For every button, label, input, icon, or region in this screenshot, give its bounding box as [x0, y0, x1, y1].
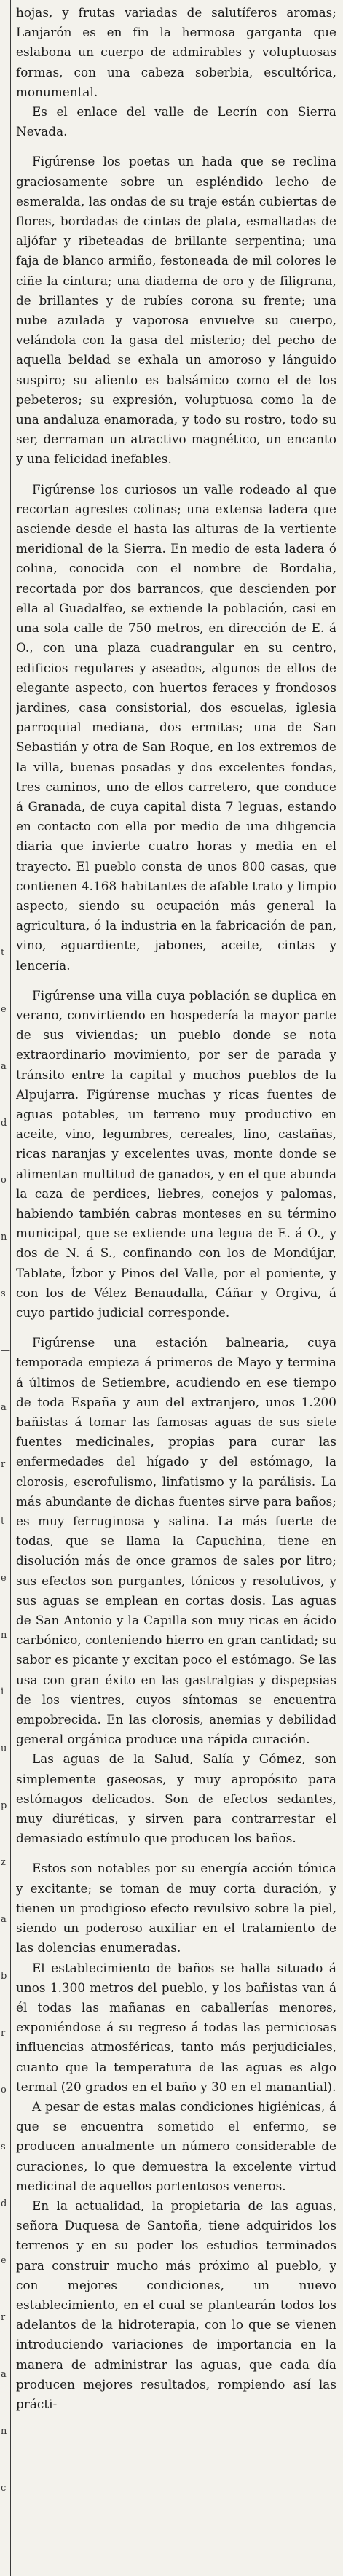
margin-letter: e	[1, 2255, 7, 2266]
margin-letter: —	[1, 1345, 10, 1356]
margin-letter: o	[1, 1175, 7, 1186]
paragraph-8: Estos son notables por su energía acción tónica y excitante; se toman de muy corta duración, y tienen un prodigioso efecto revulsivo sobre la piel, siendo un poderoso auxiliar en el tratamiento de las dolencias enumeradas.	[16, 1861, 336, 1956]
paragraph-2: Es el enlace del valle de Lecrín con Sierra Nevada.	[16, 104, 336, 139]
margin-letter: r	[1, 2028, 6, 2039]
margin-letter: c	[1, 2483, 7, 2494]
paragraph-5: Figúrense una villa cuya población se duplica en verano, convirtiendo en hospedería la mayor parte de sus viviendas; un pueblo donde se nota extraordinario movimiento, por ser de parada y tránsito entre la capital y muchos pueblos de la Alpujarra. Figúrense muchas y ricas fuentes de aguas potables, un terreno muy productivo en aceite, vino, legumbres, cereales, lino, castañas, ricas naranjas y excelentes uvas, monte donde se alimentan multitud de ganados, y en el que abunda la caza de perdices, liebres, conejos y palomas, habiendo también cabras monteses en su término municipal, que se extiende una legua de E. á O., y dos de N. á S., confinando con los de Mondújar, Tablate, Ízbor y Pinos del Valle, por el poniente, y con los de Vélez Benaudalla, Cáñar y Orgiva, á cuyo partido judicial corresponde.	[16, 987, 336, 1320]
paragraph-3: Figúrense los poetas un hada que se reclina graciosamente sobre un espléndido lecho de esmeralda, las ondas de su traje están cubiertas de flores, bordadas de cintas de plata, esmaltadas de aljófar y ribeteadas de brillante serpentina; una faja de blanco armiño, festoneada de mil colores le ciñe la cintura; una diadema de oro y de filigrana, de brillantes y de rubíes corona su frente; una nube azulada y vaporosa envuelve su cuerpo, velándola con la gasa del misterio; del pecho de aquella beldad se exhala un amoroso y lánguido suspiro; su aliento es balsámico como el de los pebeteros; su expresión, voluptuosa como la de una andaluza enamorada, y todo su rostro, todo su ser, derraman un atractivo magnético, un encanto y una felicidad inefables.	[16, 154, 336, 467]
margin-letter: d	[1, 2198, 7, 2209]
paragraph-7: Las aguas de la Salud, Salía y Gómez, son simplemente gaseosas, y muy apropósito para estómagos delicados. Son de efectos sedantes, muy diuréticas, y sirven para contrarrestar el demasiado estímulo que producen los baños.	[16, 1751, 336, 1846]
margin-letter: i	[1, 1686, 4, 1697]
margin-letter: n	[1, 2426, 7, 2437]
margin-letter: a	[1, 2369, 7, 2380]
adjacent-column-fragment	[0, 0, 11, 2576]
margin-letter: t	[1, 1516, 5, 1527]
paragraph-10: A pesar de estas malas condiciones higiénicas, á que se encuentra sometido el enfermo, se producen anualmente un número considerable de curaciones, lo que demuestra la excelente virtud medicinal de aquellos portentosos veneros.	[16, 2098, 336, 2193]
margin-letter: n	[1, 1231, 7, 1242]
paragraph-9: El establecimiento de baños se halla situado á unos 1.300 metros del pueblo, y los bañistas van á él todas las mañanas en caballerías menores, exponiéndose á su regreso á todas las perniciosas influencias atmosféricas, tanto más perjudiciales, cuanto que la temperatura de las aguas es algo termal (20 grados en el baño y 30 en el manantial).	[16, 1960, 336, 2094]
margin-letter: p	[1, 1800, 7, 1811]
margin-letter: n	[1, 1630, 7, 1641]
margin-letter: b	[1, 1971, 7, 1982]
margin-letter: e	[1, 1573, 7, 1584]
margin-letter: s	[1, 1288, 6, 1299]
margin-letter: a	[1, 1402, 7, 1413]
margin-letter: s	[1, 2141, 6, 2152]
margin-letter: d	[1, 1118, 7, 1129]
margin-letter: t	[1, 947, 5, 958]
margin-letter: a	[1, 1914, 7, 1925]
margin-letter: e	[1, 1004, 7, 1015]
margin-letter: u	[1, 1743, 7, 1754]
margin-letter: a	[1, 1061, 7, 1072]
paragraph-11: En la actualidad, la propietaria de las aguas, señora Duquesa de Santoña, tiene adquiridos los terrenos y en su poder los estudios terminados para construir mucho más próximo al pueblo, y con mejores condiciones, un nuevo establecimiento, en el cual se plantearán todos los adelantos de la hidroterapia, con lo que se vienen introduciendo variaciones de importancia en la manera de administrar las aguas, que cada día producen mejores resultados, rompiendo así las prácti-	[16, 2198, 336, 2411]
paragraph-4: Figúrense los curiosos un valle rodeado al que recortan agrestes colinas; una extensa ladera que asciende desde el hasta las alturas de la vertiente meridional de la Sierra. En medio de esta ladera ó colina, conocida con el nombre de Bordalia, recortada por dos barrancos, que descienden por ella al Guadalfeo, se extiende la población, casi en una sola calle de 750 metros, en dirección de E. á O., con una plaza cuadrangular en su centro, edificios regulares y aseados, algunos de ellos de elegante aspecto, con huertos feraces y frondosos jardines, casa consistorial, dos escuelas, iglesia parroquial mediana, dos ermitas; una de San Sebastián y otra de San Roque, en los extremos de la villa, buenas posadas y dos excelentes fondas, tres caminos, uno de ellos carretero, que conduce á Granada, de cuya capital dista 7 leguas, estando en contacto con ella por medio de una diligencia diaria que invierte cuatro horas y media en el trayecto. El pueblo consta de unos 800 casas, que contienen 4.168 habitantes de afable trato y limpio aspecto, siendo su ocupación más general la agricultura, ó la industria en la fabricación de pan, vino, aguardiente, jabones, aceite, cintas y lencería.	[16, 481, 336, 973]
paragraph-6: Figúrense una estación balnearia, cuya temporada empieza á primeros de Mayo y termina á últimos de Setiembre, acudiendo en ese tiempo de toda España y aun del extranjero, unos 1.200 bañistas á tomar las famosas aguas de sus siete fuentes medicinales, propias para curar las enfermedades del hígado y del estómago, la clorosis, escrofulismo, linfatismo y la parálisis. La más abundante de dichas fuentes sirve para baños; es muy ferruginosa y salina. La más fuerte de todas, que se llama la Capuchina, tiene en disolución más de once gramos de sales por litro; sus efectos son purgantes, tónicos y resolutivos, y sus aguas se emplean en cortas dosis. Las aguas de San Antonio y la Capilla son muy ricas en ácido carbónico, conteniendo hierro en gran cantidad; su sabor es picante y excitan poco el estómago. Se las usa con gran éxito en las gastralgias y dispepsias de los vientres, cuyos síntomas se encuentra empobrecida. En las clorosis, anemias y debilidad general orgánica produce una rápida curación.	[16, 1335, 336, 1747]
margin-letter: z	[1, 1857, 6, 1868]
margin-letter: r	[1, 2312, 6, 2323]
margin-letter: r	[1, 1459, 6, 1470]
article-column	[16, 3, 336, 2569]
margin-letter: o	[1, 2085, 7, 2096]
paragraph-1: hojas, y frutas variadas de salutíferos aromas; Lanjarón es en fin la hermosa garganta que eslabona un cuerpo de admirables y voluptuosas formas, con una cabeza soberbia, escultórica, monumental.	[16, 5, 336, 99]
